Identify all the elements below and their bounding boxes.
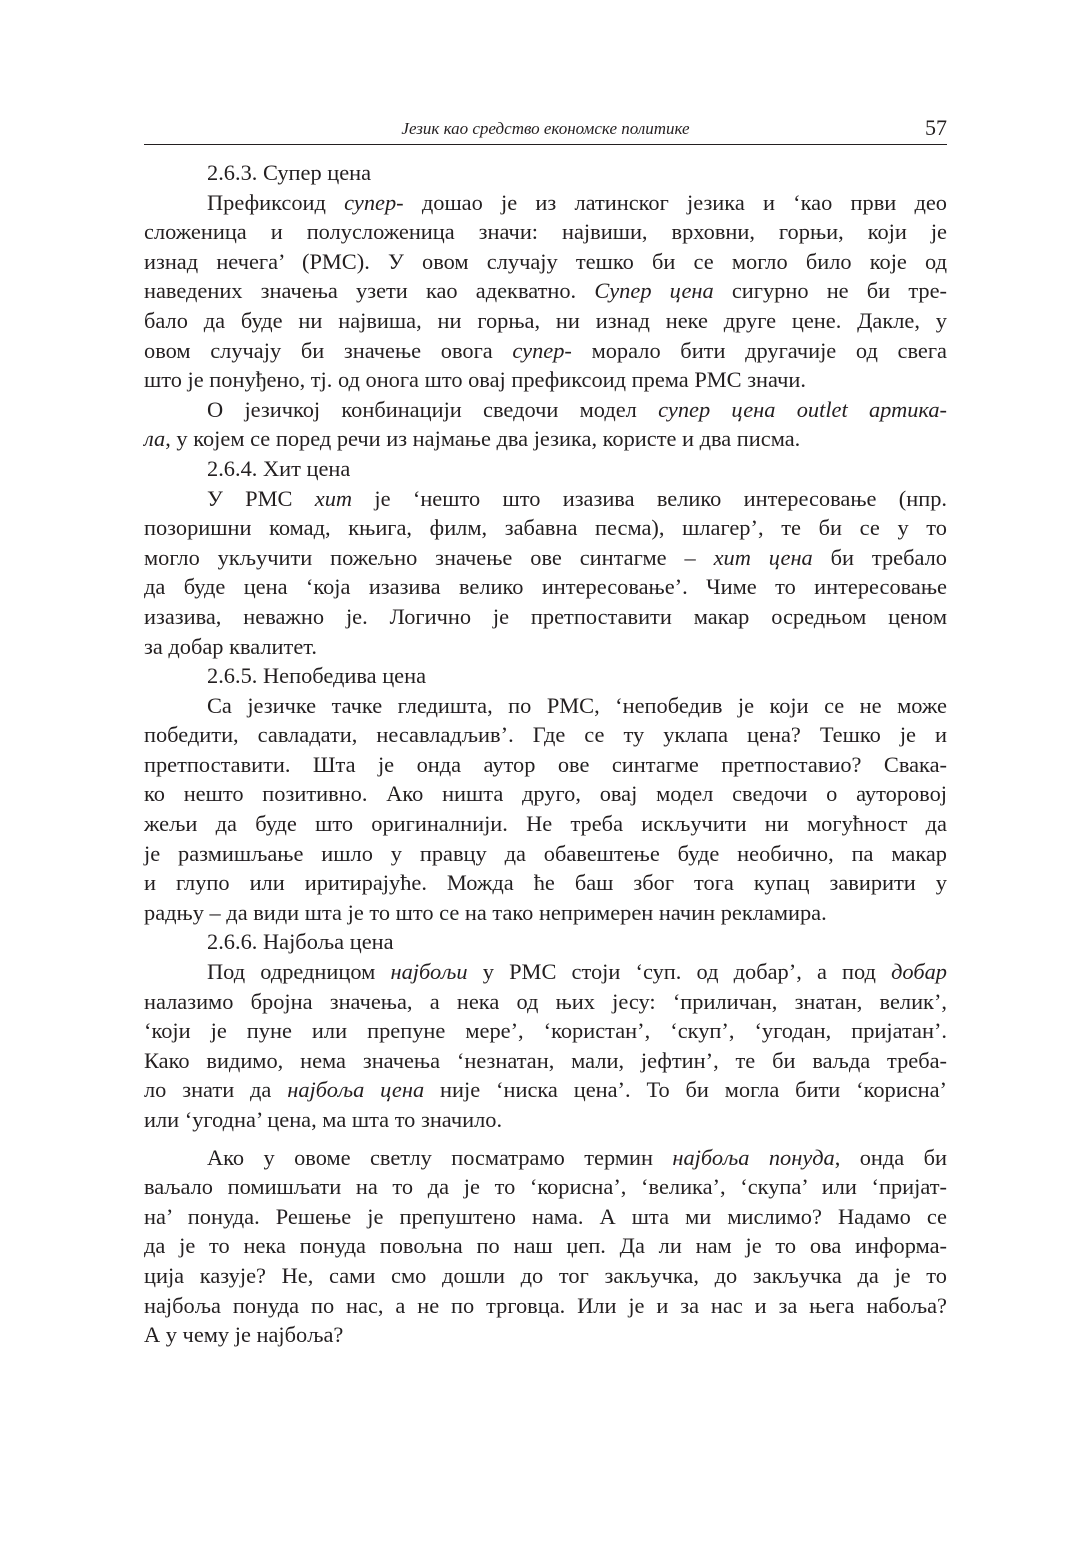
text-run: могло укључити пожељно значење ове синтагме – bbox=[144, 544, 714, 570]
text-run: ваљало помишљати на то да је то ‘корисна’, ‘велика’, ‘скупа’ или ‘пријат- bbox=[144, 1174, 947, 1200]
text-run: најбоља понуда по нас, а не по трговца. Или је и за нас и за њега набоља? bbox=[144, 1292, 947, 1318]
text-line bbox=[144, 1046, 947, 1076]
text-run: налазимо бројна значења, а нека од њих јесу: ‘приличан, знатан, велик’, bbox=[144, 988, 947, 1014]
text-run: , у којем се поред речи из најмање два језика, користе и два писма. bbox=[165, 426, 801, 452]
text-run: није ‘ниска цена’. То би могла бити ‘корисна’ bbox=[424, 1077, 948, 1103]
text-run: Префиксоид bbox=[207, 189, 345, 215]
italic-term: добар bbox=[891, 959, 947, 985]
text-run: победити, савладати, несавладљив’. Где се ту уклапа цена? Тешко је и bbox=[144, 722, 947, 748]
text-run: да буде цена ‘која изазива велико интересовање’. Чиме то интересовање bbox=[144, 574, 947, 600]
italic-term: најбољи bbox=[390, 959, 468, 985]
text-run: О језичкој конбинацији сведочи модел bbox=[207, 396, 659, 422]
text-run: овом случају би значење овога bbox=[144, 337, 513, 363]
text-run: изнад нечега’ (РМС). У овом случају тешко би се могло било које од bbox=[144, 248, 947, 274]
page-number: 57 bbox=[925, 115, 947, 140]
text-run: бало да буде ни највиша, ни горња, ни изнад неке друге цене. Дакле, у bbox=[144, 307, 947, 333]
text-run: да је то нека понуда повољна по наш џеп. Да ли нам је то ова информа- bbox=[144, 1233, 947, 1259]
text-run: ло знати да bbox=[144, 1077, 288, 1103]
text-run: радњу – да види шта је то што се на тако непримерен начин рекламира. bbox=[144, 899, 827, 925]
text-run: што је понуђено, тј. од онога што овај префиксоид према РМС значи. bbox=[144, 367, 806, 393]
text-run: Како видимо, нема значења ‘незнатан, мали, јефтин’, те би ваљда треба- bbox=[144, 1047, 947, 1073]
text-run: Под одредницом bbox=[207, 959, 391, 985]
text-run: морало бити другачије од свега bbox=[571, 337, 947, 363]
text-run: у РМС стоји ‘суп. од добар’, а под bbox=[467, 959, 892, 985]
text-run: позоришни комад, књига, филм, забавна песма), шлагер’, те би се у то bbox=[144, 515, 947, 541]
text-line bbox=[144, 691, 947, 721]
text-run: претпоставити. Шта је онда аутор ове синтагме претпоставио? Свака- bbox=[144, 751, 947, 777]
text-line bbox=[144, 987, 947, 1017]
italic-term: Супер цена bbox=[594, 278, 714, 304]
text-run: А у чему је најбоља? bbox=[144, 1322, 344, 1348]
section-heading: 2.6.6. Најбоља цена bbox=[207, 929, 394, 955]
italic-term: ла bbox=[144, 426, 166, 452]
italic-term: најбоља понуда bbox=[672, 1144, 835, 1170]
italic-term: супер- bbox=[512, 337, 572, 363]
text-line bbox=[144, 720, 947, 750]
text-line bbox=[144, 513, 947, 543]
text-line bbox=[144, 336, 947, 366]
paragraph-gap bbox=[144, 1135, 947, 1143]
text-line bbox=[144, 1291, 947, 1321]
paragraph bbox=[144, 188, 947, 395]
text-line bbox=[144, 1202, 947, 1232]
text-line bbox=[144, 217, 947, 247]
text-run: наведених значења узети као адекватно. bbox=[144, 278, 595, 304]
paragraph bbox=[144, 395, 947, 454]
text-run: је ‘нешто што изазива велико интересовање (нпр. bbox=[352, 485, 947, 511]
italic-term: најбоља цена bbox=[287, 1077, 425, 1103]
text-line bbox=[144, 1261, 947, 1291]
paragraph bbox=[144, 691, 947, 928]
text-run: , онда би bbox=[834, 1144, 947, 1170]
text-line bbox=[144, 809, 947, 839]
paragraph bbox=[144, 957, 947, 1135]
text-run: сложеница и полусложеница значи: највиши, врховни, горњи, који је bbox=[144, 219, 947, 245]
text-line bbox=[144, 957, 947, 987]
italic-term: хит цена bbox=[713, 544, 813, 570]
text-run: дошао је из латинског језика и ‘као први део bbox=[403, 189, 947, 215]
text-line bbox=[144, 572, 947, 602]
text-line bbox=[144, 247, 947, 277]
text-line bbox=[144, 276, 947, 306]
italic-term: супер цена outlet артика- bbox=[658, 396, 948, 422]
text-run: ‘који је пуне или препуне мере’, ‘користан’, ‘скуп’, ‘угодан, пријатан’. bbox=[144, 1018, 947, 1044]
text-run: У РМС bbox=[207, 485, 315, 511]
text-run: ција казује? Не, сами смо дошли до тог закључка, до закључка да је то bbox=[144, 1262, 947, 1288]
text-line bbox=[144, 1320, 947, 1350]
text-line bbox=[144, 1231, 947, 1261]
text-line bbox=[144, 632, 947, 662]
text-line bbox=[144, 424, 947, 454]
text-line bbox=[144, 898, 947, 928]
text-run: ко нешто позитивно. Ако ништа друго, овај модел сведочи о ауторовој bbox=[144, 781, 947, 807]
running-title: Језик као средство економске политике bbox=[401, 119, 690, 138]
text-line bbox=[144, 1016, 947, 1046]
text-line bbox=[144, 484, 947, 514]
text-line bbox=[144, 543, 947, 573]
italic-term: супер- bbox=[344, 189, 404, 215]
text-line bbox=[144, 868, 947, 898]
text-run: Ако у овоме светлу посматрамо термин bbox=[207, 1144, 673, 1170]
text-line bbox=[144, 779, 947, 809]
text-line bbox=[144, 1143, 947, 1173]
text-line bbox=[144, 1075, 947, 1105]
running-head bbox=[144, 117, 947, 143]
text-run: на’ понуда. Решење је препуштено нама. А шта ми мислимо? Надамо се bbox=[144, 1203, 947, 1229]
text-run: би требало bbox=[812, 544, 947, 570]
text-run: Са језичке тачке гледишта, по РМС, ‘непобедив је који се не може bbox=[207, 692, 947, 718]
text-line bbox=[144, 839, 947, 869]
header-rule bbox=[144, 144, 947, 145]
text-line bbox=[144, 750, 947, 780]
paragraph bbox=[144, 484, 947, 662]
text-line bbox=[144, 306, 947, 336]
text-run: за добар квалитет. bbox=[144, 633, 317, 659]
paragraph bbox=[144, 1143, 947, 1350]
text-run: и глупо или иритирајуће. Можда ће баш због тога купац завирити у bbox=[144, 870, 947, 896]
section-heading: 2.6.5. Непобедива цена bbox=[207, 663, 427, 689]
text-run: сигурно не би тре- bbox=[713, 278, 947, 304]
section-heading: 2.6.3. Супер цена bbox=[207, 160, 372, 185]
text-run: или ‘угодна’ цена, ма шта то значило. bbox=[144, 1107, 503, 1132]
text-line bbox=[144, 395, 947, 425]
section-heading: 2.6.4. Хит цена bbox=[207, 455, 351, 481]
text-run: жељи да буде што оригиналнији. Не треба искључити ни могућност да bbox=[144, 811, 947, 837]
text-line bbox=[144, 602, 947, 632]
text-run: је размишљање ишло у правцу да обавештење буде необично, па макар bbox=[144, 840, 947, 866]
text-line bbox=[144, 1172, 947, 1202]
text-run: изазива, неважно је. Логично је претпоставити макар осредњом ценом bbox=[144, 603, 947, 629]
text-line bbox=[144, 188, 947, 218]
body-text bbox=[144, 158, 947, 1350]
text-line bbox=[144, 365, 947, 395]
italic-term: хит bbox=[314, 485, 353, 511]
text-line bbox=[144, 1105, 947, 1135]
